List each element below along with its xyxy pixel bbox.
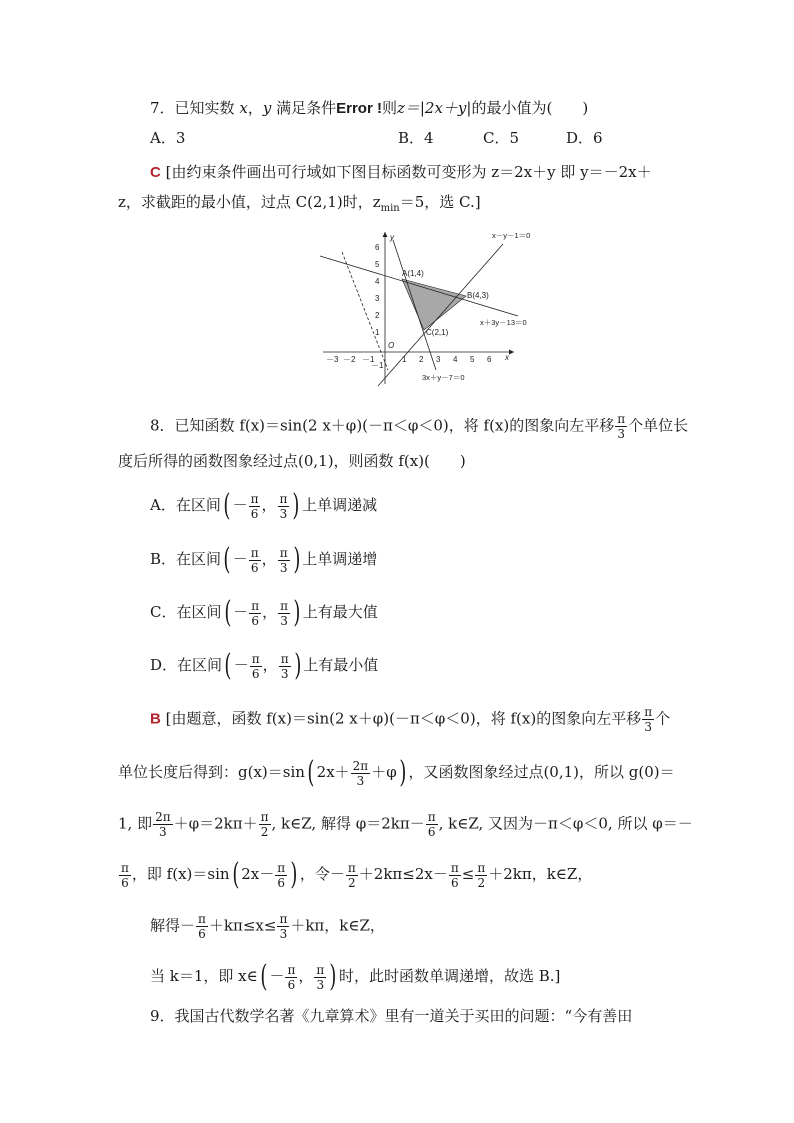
x-tick: －3 <box>326 355 339 364</box>
q8-stem-line1: 8．已知函数 f(x)＝sin(2 x＋φ)(－π＜φ＜0)，将 f(x)的图象向左平移 $\frac{\pi}{3}$ 个单位长 <box>150 412 689 441</box>
y-axis-label: y <box>390 233 394 242</box>
y-tick: 4 <box>375 277 380 286</box>
x-tick: －2 <box>343 355 356 364</box>
y-tick-labels <box>371 243 384 370</box>
x-axis-arrow <box>509 350 514 355</box>
q7-explanation-line1: C [由约束条件画出可行域如下图目标函数可变形为 z＝2x＋y 即 y＝－2x＋ <box>150 163 652 181</box>
q8-option-b: B．在区间( － $\frac{\pi}{6}$ ， $\frac{\pi}{3}$ ) 上单调递增 <box>150 542 378 577</box>
x-tick: 2 <box>419 355 424 364</box>
feasible-region-figure <box>318 228 548 388</box>
x-axis-label: x <box>505 353 509 362</box>
y-tick: 5 <box>375 260 380 269</box>
line-x-y-1 <box>378 244 503 386</box>
q7-option-b: B．4 <box>398 129 434 147</box>
q7-explanation-line2: z，求截距的最小值，过点 C(2,1)时，$z_{min}=5$，选 C.] <box>118 193 481 214</box>
q8-solution-line6: 当 k＝1，即 x∈( － $\frac{\pi}{6}$ ， $\frac{\pi}{3}$ ) 时，此时函数单调递增，故选 B.] <box>150 959 561 994</box>
y-tick: 1 <box>375 328 380 337</box>
q8-option-d: D．在区间( － $\frac{\pi}{6}$ ， $\frac{\pi}{3}$ ) 上有最小值 <box>150 648 379 683</box>
q8-number: 8． <box>150 416 175 435</box>
error-text: Error ! <box>336 100 382 117</box>
q8-solution-line3: 1, 即 $\frac{2\pi}{3}$ ＋φ＝2kπ＋ $\frac{\pi}{2}$ , k∈Z, 解得 φ＝2kπ－ $\frac{\pi}{6}$ , k∈Z, 又因为－π＜φ＜0, 所以 φ＝－ <box>118 810 693 839</box>
q8-solution-line4: $\frac{\pi}{6}$ ，即 f(x)＝sin( 2x－ $\frac{\pi}{6}$ ) ，令－ $\frac{\pi}{2}$ ＋2kπ≤2x－ $\frac{\pi}{6}$ ≤ $\frac{\pi}{2}$ ＋2kπ，k∈Z， <box>121 857 593 892</box>
x-tick: 1 <box>402 355 407 364</box>
point-a-label: A(1,4) <box>402 269 424 278</box>
x-tick: 4 <box>453 355 458 364</box>
x-tick: 6 <box>487 355 492 364</box>
q8-solution-line2: 单位长度后得到：g(x)＝sin( 2x＋ $\frac{2\pi}{3}$ ＋φ) ，又函数图象经过点(0,1)，所以 g(0)＝ <box>118 755 675 790</box>
q7-option-a: A．3 <box>150 129 186 147</box>
x-tick: 5 <box>470 355 475 364</box>
q9-number: 9． <box>150 1007 175 1025</box>
q9-stem: 9．我国古代数学名著《九章算术》里有一道关于买田的问题：“今有善田 <box>150 1007 633 1025</box>
origin-label: O <box>388 341 395 350</box>
line1-label: x－y－1＝0 <box>492 231 531 240</box>
point-c-label: C(2,1) <box>426 328 449 337</box>
y-tick: －1 <box>371 361 384 370</box>
q8-solution-line5: 解得－ $\frac{\pi}{6}$ ＋kπ≤x≤ $\frac{\pi}{3}$ ＋kπ，k∈Z， <box>150 912 385 941</box>
q8-option-c: C．在区间( － $\frac{\pi}{6}$ ， $\frac{\pi}{3}$ ) 上有最大值 <box>150 595 378 630</box>
line2-label: x＋3y－13＝0 <box>480 318 527 327</box>
point-b-label: B(4,3) <box>467 291 489 300</box>
x-tick: 3 <box>436 355 441 364</box>
x-tick-labels <box>326 355 492 364</box>
x-tick: －1 <box>362 355 375 364</box>
y-tick: 3 <box>375 294 380 303</box>
q8-solution-line1: B [由题意，函数 f(x)＝sin(2 x＋φ)(－π＜φ＜0)，将 f(x)的图象向左平移 $\frac{\pi}{3}$ 个 <box>150 705 671 734</box>
q7-stem: 7．已知实数 x，y 满足条件Error !则z＝|2x＋y|的最小值为( ) <box>150 99 589 117</box>
y-tick: 6 <box>375 243 380 252</box>
y-tick: 2 <box>375 311 380 320</box>
y-axis-arrow <box>383 232 388 237</box>
q7-number: 7． <box>150 99 175 117</box>
q7-answer: C <box>150 164 161 181</box>
coordinate-plot <box>318 228 548 388</box>
q7-option-c: C．5 <box>483 129 520 147</box>
line3-label: 3x＋y－7＝0 <box>422 373 465 382</box>
q8-stem-line2: 度后所得的函数图象经过点(0,1)，则函数 f(x)( ) <box>118 452 466 470</box>
q8-option-a: A．在区间( － $\frac{\pi}{6}$ ， $\frac{\pi}{3}$ ) 上单调递减 <box>150 488 378 523</box>
q8-answer: B <box>150 710 161 728</box>
q7-option-d: D．6 <box>566 129 603 147</box>
fraction: $\frac{\pi}{3}$ <box>617 412 626 441</box>
